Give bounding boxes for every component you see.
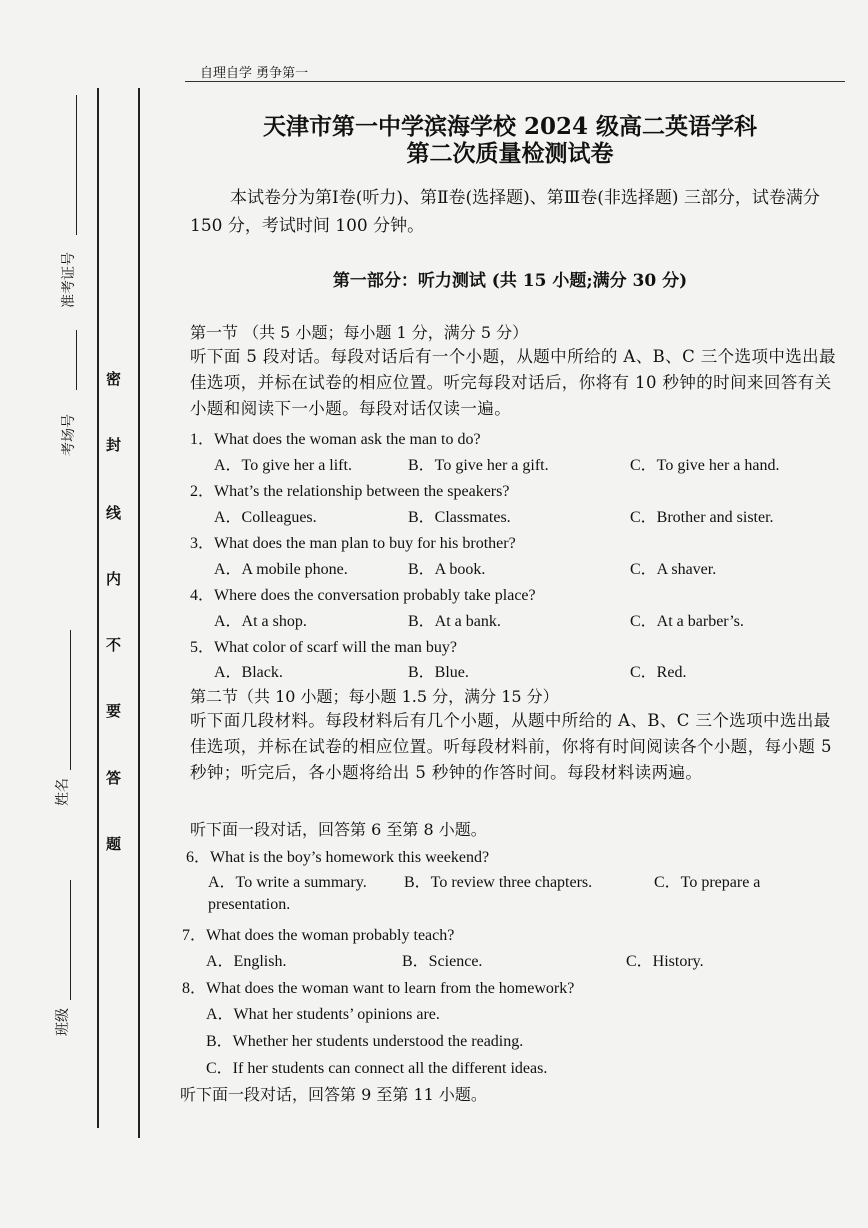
option-2c: C．Brother and sister. [630, 509, 774, 526]
room-label: 考场号 [61, 414, 77, 456]
question-5: 5．What color of scarf will the man buy? [190, 639, 458, 656]
question-6: 6．What is the boy’s homework this weekend? [186, 849, 490, 866]
exam-id-underline [76, 95, 77, 235]
option-5a: A．Black. [214, 664, 283, 681]
option-5b: B．Blue. [408, 664, 469, 681]
section1-instructions: 听下面 5 段对话。每段对话后有一个小题，从题中所给的 A、B、C 三个选项中选出最佳选项，并标在试卷的相应位置。听完每段对话后，你将有 10 秒钟的时间来回答有关小题和阅读下一小题。每段对话仅读一遍。 [190, 347, 836, 418]
option-6b: B．To review three chapters. [404, 874, 593, 891]
class-label: 班级 [55, 1008, 71, 1036]
option-4b: B．At a bank. [408, 613, 501, 630]
option-7a: A．English. [206, 953, 287, 970]
exam-title: 天津市第一中学滨海学校 2024 级高二英语学科 [262, 113, 758, 140]
seal-char: 线 [106, 504, 122, 522]
seal-char: 密 [106, 370, 122, 388]
section2-instructions: 听下面几段材料。每段材料后有几个小题，从题中所给的 A、B、C 三个选项中选出最佳选项，并标在试卷的相应位置。听每段材料前，你将有时间阅读各个小题，每小题 5 秒钟；听完后，各小题将给出 5 秒钟的作答时间。每段材料读两遍。 [190, 711, 832, 782]
option-8b: B．Whether her students understood the reading. [206, 1033, 524, 1050]
exam-intro: 本试卷分为第Ⅰ卷(听力)、第Ⅱ卷(选择题)、第Ⅲ卷(非选择题) 三部分，试卷满分 150 分，考试时间 100 分钟。 [190, 188, 820, 236]
name-underline [70, 630, 71, 770]
option-4c: C．At a barber’s. [630, 613, 744, 630]
option-2b: B．Classmates. [408, 509, 511, 526]
option-7b: B．Science. [402, 953, 483, 970]
option-4a: A．At a shop. [214, 613, 307, 630]
part1-heading: 第一部分：听力测试 (共 15 小题;满分 30 分) [332, 271, 688, 291]
option-3a: A．A mobile phone. [214, 561, 348, 578]
dialog2-intro: 听下面一段对话，回答第 9 至第 11 小题。 [180, 1085, 487, 1104]
question-1: 1．What does the woman ask the man to do? [190, 431, 481, 448]
question-4: 4．Where does the conversation probably take place? [190, 587, 536, 604]
option-6c: C．To prepare a [654, 874, 761, 891]
option-7c: C．History. [626, 953, 704, 970]
option-6a: A．To write a summary. [208, 874, 367, 891]
option-1b: B．To give her a gift. [408, 457, 549, 474]
binding-line-right [138, 88, 140, 1138]
option-3b: B．A book. [408, 561, 486, 578]
option-3c: C．A shaver. [630, 561, 717, 578]
option-8c: C．If her students can connect all the different ideas. [206, 1060, 548, 1077]
option-1a: A．To give her a lift. [214, 457, 352, 474]
seal-char: 题 [106, 835, 122, 853]
name-label: 姓名 [55, 778, 71, 806]
question-8: 8．What does the woman want to learn from the homework? [182, 980, 575, 997]
section2-heading: 第二节（共 10 小题；每小题 1.5 分，满分 15 分） [190, 687, 559, 706]
option-5c: C．Red. [630, 664, 687, 681]
exam-subtitle: 第二次质量检测试卷 [406, 140, 614, 167]
question-2: 2．What’s the relationship between the speakers? [190, 483, 510, 500]
option-2a: A．Colleagues. [214, 509, 317, 526]
section1-heading: 第一节 （共 5 小题；每小题 1 分，满分 5 分） [190, 323, 529, 342]
room-underline [76, 330, 77, 390]
seal-char: 封 [106, 436, 122, 454]
question-3: 3．What does the man plan to buy for his brother? [190, 535, 516, 552]
seal-char: 答 [106, 769, 122, 787]
seal-char: 不 [106, 636, 122, 654]
school-motto: 自理自学 勇争第一 [200, 66, 309, 81]
binding-line-left [97, 88, 99, 1128]
seal-char: 要 [106, 702, 122, 720]
dialog1-intro: 听下面一段对话，回答第 6 至第 8 小题。 [190, 820, 487, 839]
seal-char: 内 [106, 570, 122, 588]
header-rule [185, 81, 845, 82]
exam-id-label: 准考证号 [61, 252, 77, 308]
option-8a: A．What her students’ opinions are. [206, 1006, 440, 1023]
question-7: 7．What does the woman probably teach? [182, 927, 455, 944]
option-1c: C．To give her a hand. [630, 457, 780, 474]
option-6c-continued: presentation. [208, 896, 291, 913]
class-underline [70, 880, 71, 1000]
